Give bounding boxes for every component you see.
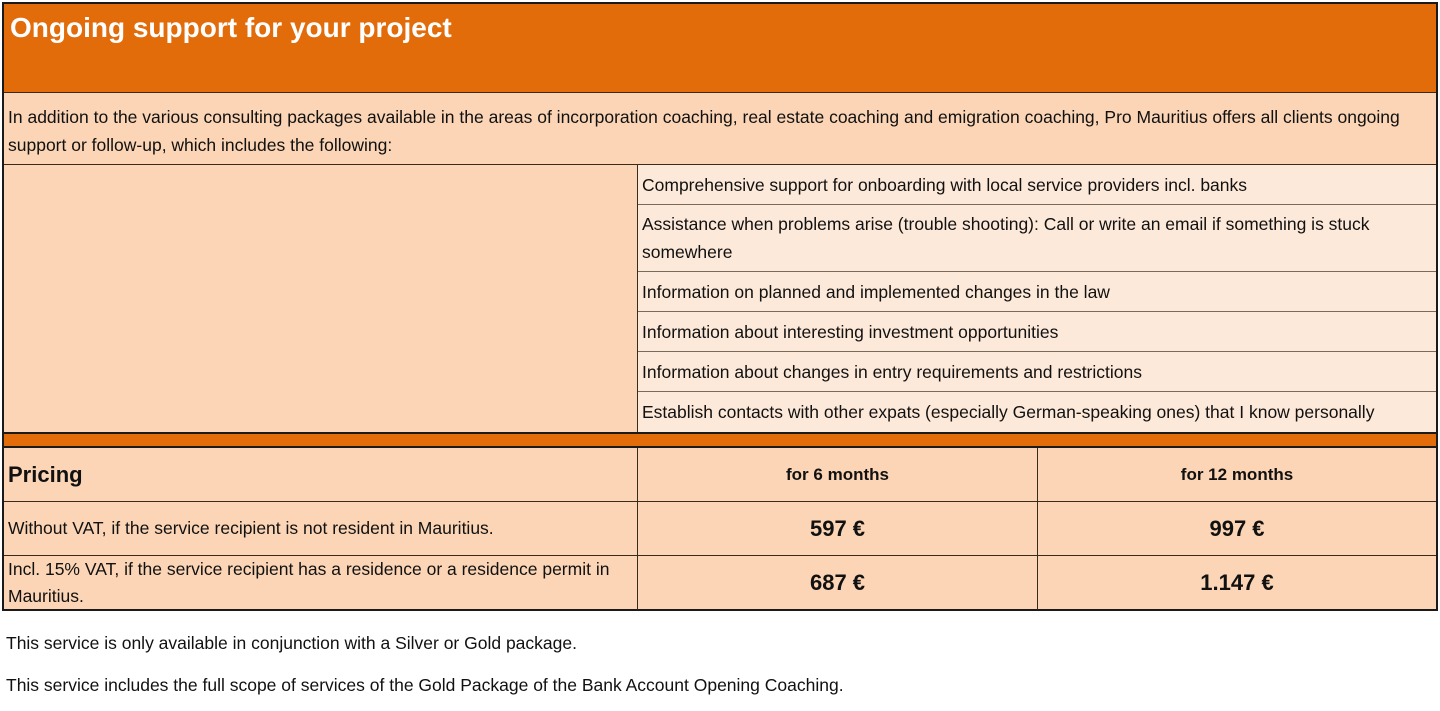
note-availability: This service is only available in conjunction with a Silver or Gold package. xyxy=(6,633,577,653)
features-empty-cell xyxy=(4,165,638,432)
table-row xyxy=(4,556,1436,610)
note-scope: This service includes the full scope of services of the Gold Package of the Bank Account Opening Coaching. xyxy=(6,675,844,695)
feature-item: Comprehensive support for onboarding with local service providers incl. banks xyxy=(638,165,1436,205)
support-table xyxy=(2,2,1438,611)
feature-item: Assistance when problems arise (trouble shooting): Call or write an email if something is stuck somewhere xyxy=(638,205,1436,272)
feature-item: Information about changes in entry requirements and restrictions xyxy=(638,352,1436,392)
features-list xyxy=(638,165,1436,432)
features-section xyxy=(4,165,1436,432)
row-label: Incl. 15% VAT, if the service recipient has a residence or a residence permit in Mauritius. xyxy=(4,556,638,610)
feature-item: Information on planned and implemented changes in the law xyxy=(638,272,1436,312)
col-6-months-header: for 6 months xyxy=(786,464,889,484)
table-header xyxy=(4,4,1436,93)
price-6-months: 597 € xyxy=(809,515,866,541)
feature-item: Information about interesting investment opportunities xyxy=(638,312,1436,352)
price-12-months: 1.147 € xyxy=(1200,570,1274,595)
price-12-months: 997 € xyxy=(1209,515,1265,541)
price-6-months: 687 € xyxy=(809,570,866,595)
feature-item: Establish contacts with other expats (especially German-speaking ones) that I know personally xyxy=(642,402,1375,422)
pricing-header-row xyxy=(4,448,1436,502)
price-12-cell xyxy=(1038,502,1436,555)
price-12-cell xyxy=(1038,556,1436,610)
col-6-months-cell xyxy=(638,448,1038,501)
row-label: Without VAT, if the service recipient is not resident in Mauritius. xyxy=(4,502,638,555)
intro-text: In addition to the various consulting packages available in the areas of incorporation coaching, real estate coaching and emigration coaching, Pro Mauritius offers all clients ongoing support or follow-up, which includes the following: xyxy=(4,93,1436,165)
table-row xyxy=(4,502,1436,556)
pricing-table xyxy=(4,448,1436,609)
section-divider xyxy=(4,432,1436,448)
price-6-cell xyxy=(638,502,1038,555)
pricing-title: Pricing xyxy=(4,448,638,501)
col-12-months-header: for 12 months xyxy=(1180,464,1294,484)
price-6-cell xyxy=(638,556,1038,610)
page-title: Ongoing support for your project xyxy=(10,12,452,43)
col-12-months-cell xyxy=(1038,448,1436,501)
